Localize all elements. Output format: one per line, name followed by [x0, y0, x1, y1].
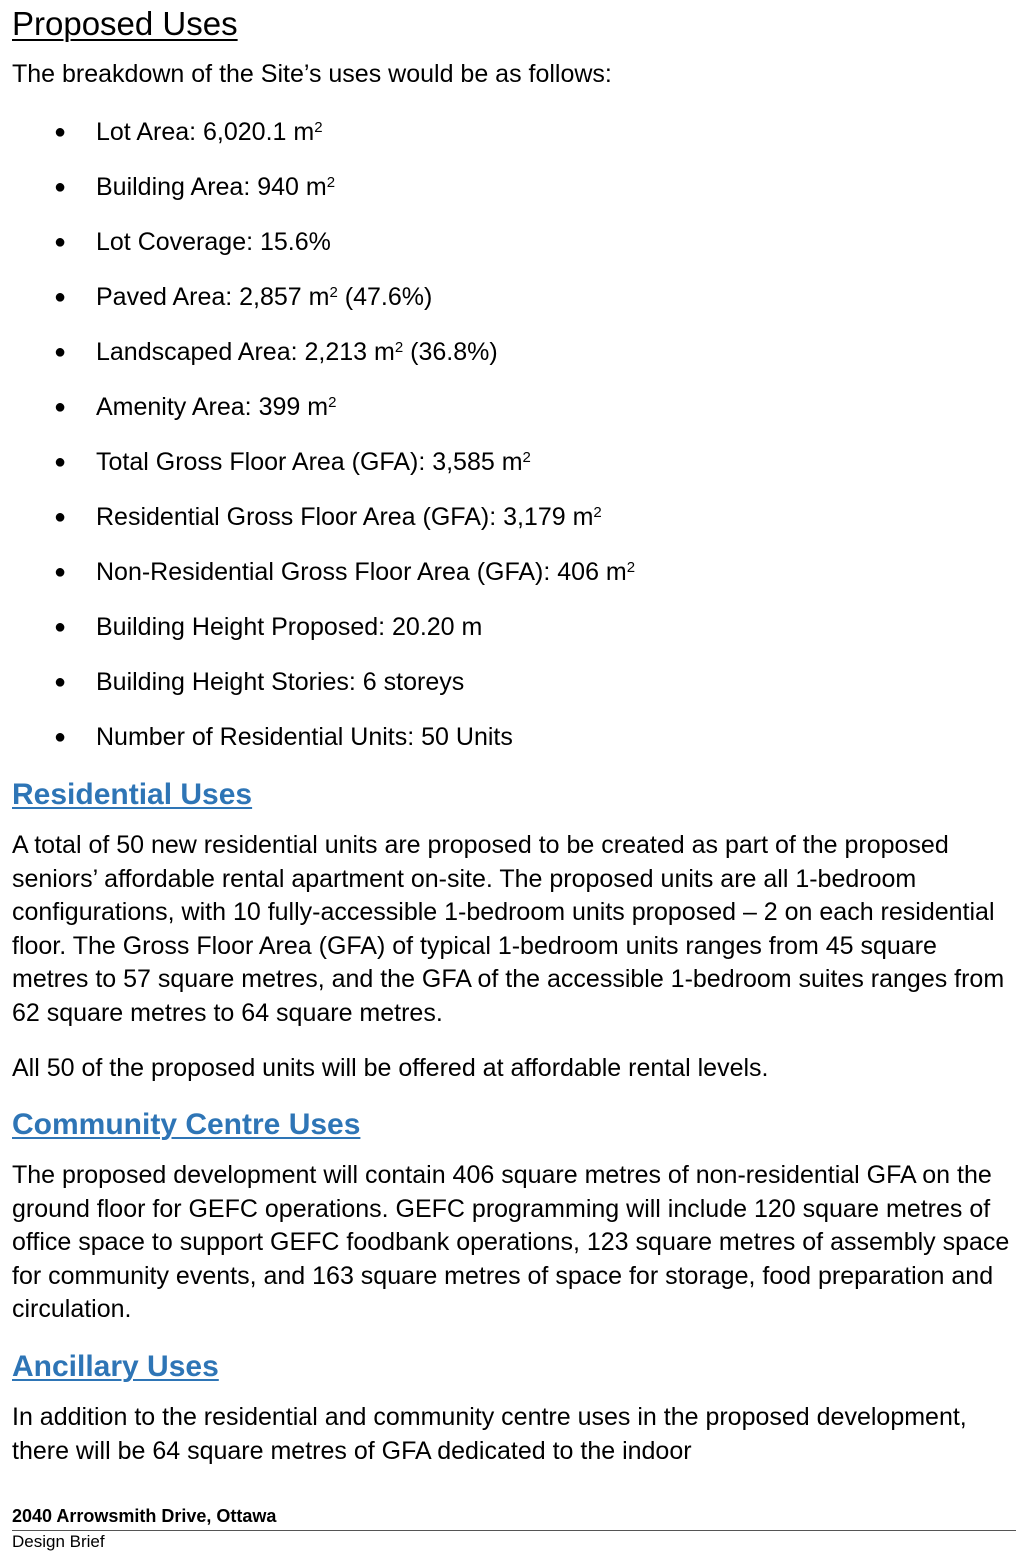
list-item	[12, 113, 1012, 168]
residential-uses-heading: Residential Uses	[12, 778, 253, 811]
list-item	[12, 553, 1012, 608]
list-item	[12, 168, 1012, 223]
bullet-icon: ●	[54, 561, 67, 583]
bullet-icon: ●	[54, 451, 67, 473]
list-item-text: Landscaped Area: 2,213 m	[96, 338, 395, 366]
list-item-text: Non-Residential Gross Floor Area (GFA): 406 m	[96, 558, 627, 586]
bullet-icon: ●	[54, 616, 67, 638]
footer-address: 2040 Arrowsmith Drive, Ottawa	[12, 1506, 277, 1526]
superscript: 2	[394, 339, 404, 356]
ancillary-paragraph: In addition to the residential and community centre uses in the proposed development, there will be 64 square metres of GFA dedicated to the indoor	[12, 1403, 967, 1465]
list-item	[12, 718, 1012, 773]
list-item-text: Lot Coverage: 15.6%	[96, 228, 331, 256]
bullet-icon: ●	[54, 176, 67, 198]
bullet-icon: ●	[54, 231, 67, 253]
list-item	[12, 278, 1012, 333]
bullet-icon: ●	[54, 286, 67, 308]
footer-document-type: Design Brief	[12, 1532, 105, 1551]
community-centre-uses-heading: Community Centre Uses	[12, 1108, 361, 1141]
list-item-suffix: (36.8%)	[403, 338, 498, 366]
list-item-text: Total Gross Floor Area (GFA): 3,585 m	[96, 448, 523, 476]
bullet-icon: ●	[54, 396, 67, 418]
list-item	[12, 223, 1012, 278]
ancillary-uses-heading: Ancillary Uses	[12, 1350, 219, 1383]
list-item-suffix: (47.6%)	[337, 283, 433, 311]
list-item	[12, 443, 1012, 498]
list-item-text: Paved Area: 2,857 m	[96, 283, 330, 311]
page-title: Proposed Uses	[12, 5, 238, 42]
list-item-text: Residential Gross Floor Area (GFA): 3,179 m	[96, 503, 594, 531]
residential-affordability-paragraph: All 50 of the proposed units will be offered at affordable rental levels.	[12, 1054, 769, 1082]
list-item	[12, 663, 1012, 718]
residential-paragraph: A total of 50 new residential units are proposed to be created as part of the proposed seniors’ affordable rental apartment on-site. The proposed units are all 1-bedroom configurations, with 10 fully-accessible 1-bedroom units proposed – 2 on each residential floor. The Gross Floor Area (GFA) of typical 1-bedroom units ranges from 45 square metres to 57 square metres, and the GFA of the accessible 1-bedroom suites ranges from 62 square metres to 64 square metres.	[12, 831, 1005, 1027]
community-centre-paragraph: The proposed development will contain 406 square metres of non-residential GFA on the ground floor for GEFC operations. GEFC programming will include 120 square metres of office space to support GEFC foodbank operations, 123 square metres of assembly space for community events, and 163 square metres of space for storage, food preparation and circulation.	[12, 1161, 1010, 1324]
list-item-text: Number of Residential Units: 50 Units	[96, 723, 513, 751]
bullet-icon: ●	[54, 341, 67, 363]
superscript: 2	[328, 394, 337, 411]
list-item	[12, 608, 1012, 663]
superscript: 2	[593, 504, 602, 521]
superscript: 2	[626, 559, 636, 576]
list-item	[12, 498, 1012, 553]
superscript: 2	[329, 284, 338, 301]
bullet-icon: ●	[54, 121, 67, 143]
list-item-text: Amenity Area: 399 m	[96, 393, 329, 421]
bullet-icon: ●	[54, 671, 67, 693]
intro-paragraph: The breakdown of the Site’s uses would be as follows:	[12, 60, 612, 88]
list-item	[12, 388, 1012, 443]
list-item-text: Lot Area: 6,020.1 m	[96, 118, 315, 146]
uses-list	[12, 113, 1012, 773]
list-item-text: Building Height Proposed: 20.20 m	[96, 613, 483, 641]
bullet-icon: ●	[54, 726, 67, 748]
superscript: 2	[522, 449, 531, 466]
list-item-text: Building Area: 940 m	[96, 173, 327, 201]
list-item	[12, 333, 1012, 388]
superscript: 2	[326, 174, 336, 191]
page-footer	[12, 1505, 1016, 1553]
superscript: 2	[314, 119, 323, 136]
bullet-icon: ●	[54, 506, 67, 528]
list-item-text: Building Height Stories: 6 storeys	[96, 668, 465, 696]
